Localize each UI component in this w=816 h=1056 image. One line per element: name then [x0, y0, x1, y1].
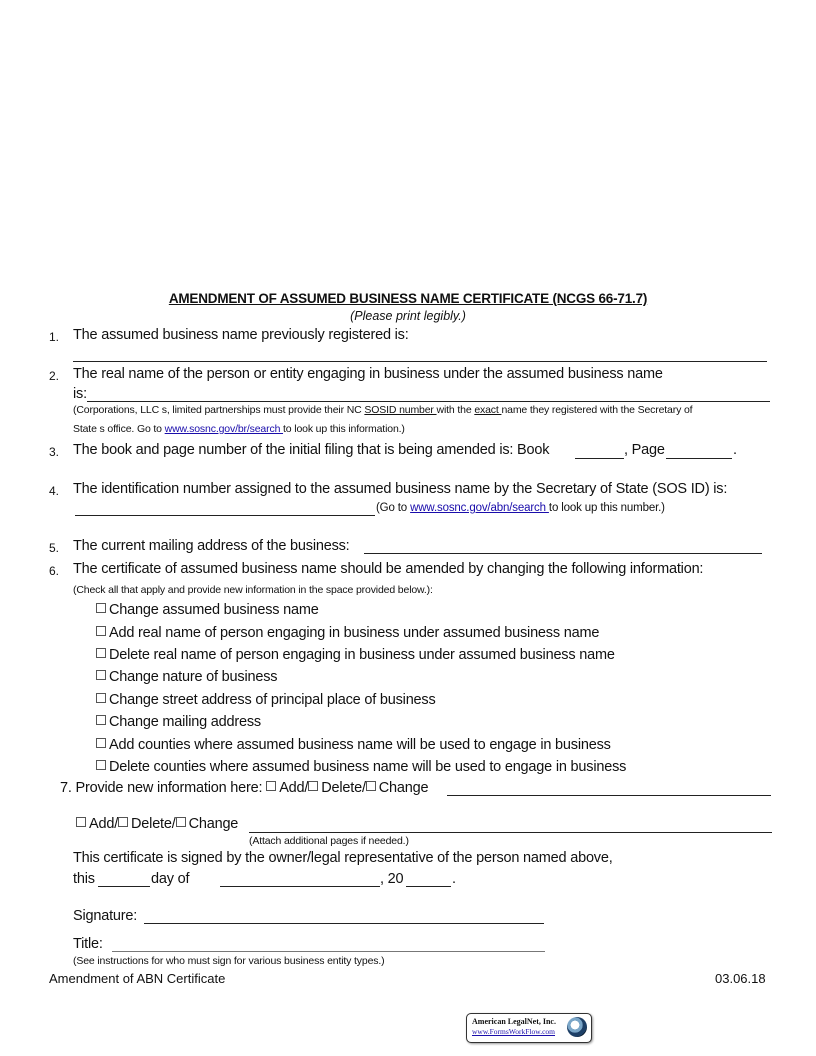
american-legalnet-badge[interactable]	[466, 1013, 592, 1043]
delete-checkbox[interactable]	[118, 817, 128, 827]
q2-input-line[interactable]	[87, 401, 770, 402]
page-input-line[interactable]	[666, 458, 732, 459]
page-label: , Page	[624, 442, 665, 458]
new-info-line-1[interactable]	[447, 795, 771, 796]
sosnc-br-search-link[interactable]: www.sosnc.gov/br/search	[164, 423, 284, 435]
date-period: .	[452, 871, 456, 887]
year-prefix: , 20	[380, 871, 404, 887]
add-checkbox[interactable]	[266, 781, 276, 791]
checkbox[interactable]	[96, 648, 106, 658]
q3-period: .	[733, 442, 737, 458]
checkbox[interactable]	[96, 626, 106, 636]
option-add-counties[interactable]: Add counties where assumed business name will be used to engage in business	[96, 737, 611, 753]
q6-label: The certificate of assumed business name should be amended by changing the following information:	[73, 561, 704, 577]
signing-instructions-note: (See instructions for who must sign for various business entity types.)	[73, 955, 385, 967]
q7-label: 7. Provide new information here:	[60, 780, 263, 796]
new-info-line-2[interactable]	[249, 832, 772, 833]
badge-company-name: American LegalNet, Inc.	[472, 1017, 556, 1026]
q2-label: The real name of the person or entity engaging in business under the assumed business name	[73, 366, 663, 382]
q7-row-2: Add/ Delete/ Change	[76, 816, 238, 832]
mailing-address-input-line[interactable]	[364, 553, 762, 554]
add-checkbox[interactable]	[76, 817, 86, 827]
option-delete-counties[interactable]: Delete counties where assumed business name will be used to engage in business	[96, 759, 626, 775]
q4-note: (Go to www.sosnc.gov/abn/search to look up this number.)	[376, 502, 665, 514]
checkbox[interactable]	[96, 760, 106, 770]
change-checkbox[interactable]	[366, 781, 376, 791]
option-change-assumed-name[interactable]: Change assumed business name	[96, 602, 319, 618]
q3-label: The book and page number of the initial filing that is being amended is: Book	[73, 442, 550, 458]
day-input-line[interactable]	[98, 886, 150, 887]
badge-website-link[interactable]: www.FormsWorkFlow.com	[472, 1027, 556, 1036]
checkbox[interactable]	[96, 715, 106, 725]
item-number-6: 6.	[49, 564, 60, 578]
checkbox[interactable]	[96, 603, 106, 613]
footer-revision-date: 03.06.18	[715, 971, 766, 986]
delete-checkbox[interactable]	[308, 781, 318, 791]
option-change-street-address[interactable]: Change street address of principal place of business	[96, 692, 436, 708]
signature-input-line[interactable]	[144, 923, 544, 924]
title-input-line[interactable]	[112, 951, 545, 952]
q2-note-cont: State s office. Go to www.sosnc.gov/br/search to look up this information.)	[73, 423, 405, 435]
year-input-line[interactable]	[406, 886, 451, 887]
q2-label-cont: is:	[73, 386, 87, 402]
q2-note: (Corporations, LLC s, limited partnerships must provide their NC SOSID number with the exact name they registered with the Secretary of	[73, 404, 693, 416]
q7-row-1: 7. Provide new information here: Add/ Delete/ Change	[60, 780, 429, 796]
day-of-label: day of	[151, 871, 190, 887]
footer-form-name: Amendment of ABN Certificate	[49, 971, 226, 986]
item-number-5: 5.	[49, 541, 60, 555]
month-input-line[interactable]	[220, 886, 380, 887]
checkbox[interactable]	[96, 738, 106, 748]
attach-note: (Attach additional pages if needed.)	[249, 835, 409, 847]
option-delete-real-name[interactable]: Delete real name of person engaging in business under assumed business name	[96, 647, 615, 663]
q4-label: The identification number assigned to the assumed business name by the Secretary of State (SOS ID) is:	[73, 481, 728, 497]
sosnc-abn-search-link[interactable]: www.sosnc.gov/abn/search	[410, 502, 549, 514]
q1-label: The assumed business name previously registered is:	[73, 327, 409, 343]
sos-id-input-line[interactable]	[75, 515, 375, 516]
signature-statement: This certificate is signed by the owner/legal representative of the person named above,	[73, 850, 613, 866]
title-label: Title:	[73, 936, 103, 952]
option-change-nature[interactable]: Change nature of business	[96, 669, 277, 685]
item-number-2: 2.	[49, 369, 60, 383]
this-label: this	[73, 871, 95, 887]
checkbox[interactable]	[96, 670, 106, 680]
item-number-3: 3.	[49, 445, 60, 459]
item-number-4: 4.	[49, 484, 60, 498]
q1-input-line[interactable]	[73, 361, 767, 362]
q6-note: (Check all that apply and provide new information in the space provided below.):	[73, 584, 433, 596]
q5-label: The current mailing address of the business:	[73, 538, 350, 554]
globe-icon	[567, 1017, 587, 1037]
checkbox[interactable]	[96, 693, 106, 703]
change-checkbox[interactable]	[176, 817, 186, 827]
signature-label: Signature:	[73, 908, 138, 924]
page-subtitle: (Please print legibly.)	[350, 309, 466, 323]
option-add-real-name[interactable]: Add real name of person engaging in business under assumed business name	[96, 625, 599, 641]
page-title: AMENDMENT OF ASSUMED BUSINESS NAME CERTIFICATE (NCGS 66-71.7)	[168, 291, 648, 306]
option-change-mailing-address[interactable]: Change mailing address	[96, 714, 261, 730]
item-number-1: 1.	[49, 330, 60, 344]
book-input-line[interactable]	[575, 458, 624, 459]
